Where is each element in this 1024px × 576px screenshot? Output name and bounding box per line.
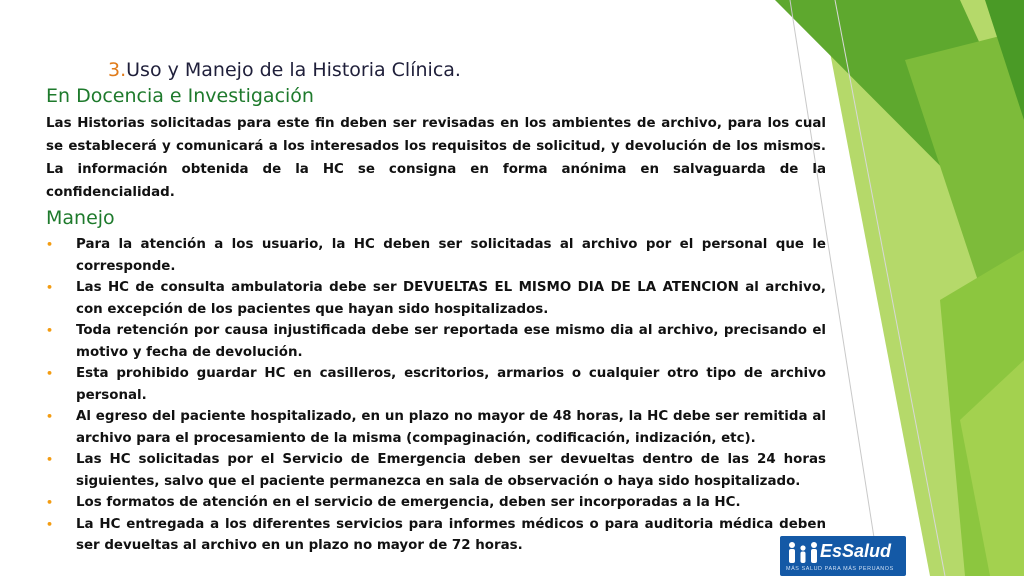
family-figures-icon [786,540,820,566]
bullet-icon: • [46,517,54,531]
bullet-text: Los formatos de atención en el servicio de emergencia, deben ser incorporadas a la HC. [76,495,741,510]
bullet-icon: • [46,453,54,466]
bullet-icon: • [46,324,54,337]
bullet-item [46,406,826,449]
section-heading-manejo: Manejo [46,207,115,229]
title-number: 3. [108,59,127,81]
bullet-item [46,449,826,492]
slide-content [46,58,826,557]
manejo-bullet-list [46,234,826,557]
bullet-icon: • [46,410,54,423]
subtitle-docencia: En Docencia e Investigación [46,85,314,107]
bullet-text: Las HC de consulta ambulatoria debe ser DEVUELTAS EL MISMO DIA DE LA ATENCION al archivo, con excepción de los pacientes que hayan sido hospitalizados. [76,280,826,317]
bullet-item [46,363,826,406]
bullet-text: Esta prohibido guardar HC en casilleros, escritorios, armarios o cualquier otro tipo de archivo personal. [76,366,826,403]
bullet-text: La HC entregada a los diferentes servicios para informes médicos o para auditoria médica deben ser devueltas al archivo en un plazo no mayor de 72 horas. [76,516,826,553]
bullet-item [46,234,826,277]
essalud-logo [780,536,906,576]
bullet-icon: • [46,238,54,251]
bullet-text: Para la atención a los usuario, la HC deben ser solicitadas al archivo por el personal que le corresponde. [76,237,826,274]
intro-paragraph: Las Historias solicitadas para este fin deben ser revisadas en los ambientes de archivo, para los cual se establecerá y comunicará a los interesados los requisitos de solicitud, y devolución de los mismos. La información obtenida de la HC se consigna en forma anónima en salvaguarda de la confidencialidad. [46,116,826,200]
bullet-item [46,277,826,320]
bullet-icon: • [46,281,54,294]
bullet-item [46,514,826,557]
bullet-item [46,492,826,514]
bullet-item [46,320,826,363]
bullet-icon: • [46,496,54,509]
bullet-icon: • [46,367,54,380]
logo-name: EsSalud [820,541,892,561]
bullet-text: Al egreso del paciente hospitalizado, en un plazo no mayor de 48 horas, la HC debe ser remitida al archivo para el procesamiento de la misma (compaginación, codificación, indización, etc). [76,409,826,446]
slide-title [108,58,826,82]
bullet-text: Las HC solicitadas por el Servicio de Emergencia deben ser devueltas dentro de las 24 horas siguientes, salvo que el paciente permanezca en sala de observación o haya sido hospitalizado. [76,452,826,489]
logo-tagline: MÁS SALUD PARA MÁS PERUANOS [786,566,894,572]
bullet-text: Toda retención por causa injustificada debe ser reportada ese mismo dia al archivo, precisando el motivo y fecha de devolución. [76,323,826,360]
title-text: Uso y Manejo de la Historia Clínica. [126,59,461,81]
